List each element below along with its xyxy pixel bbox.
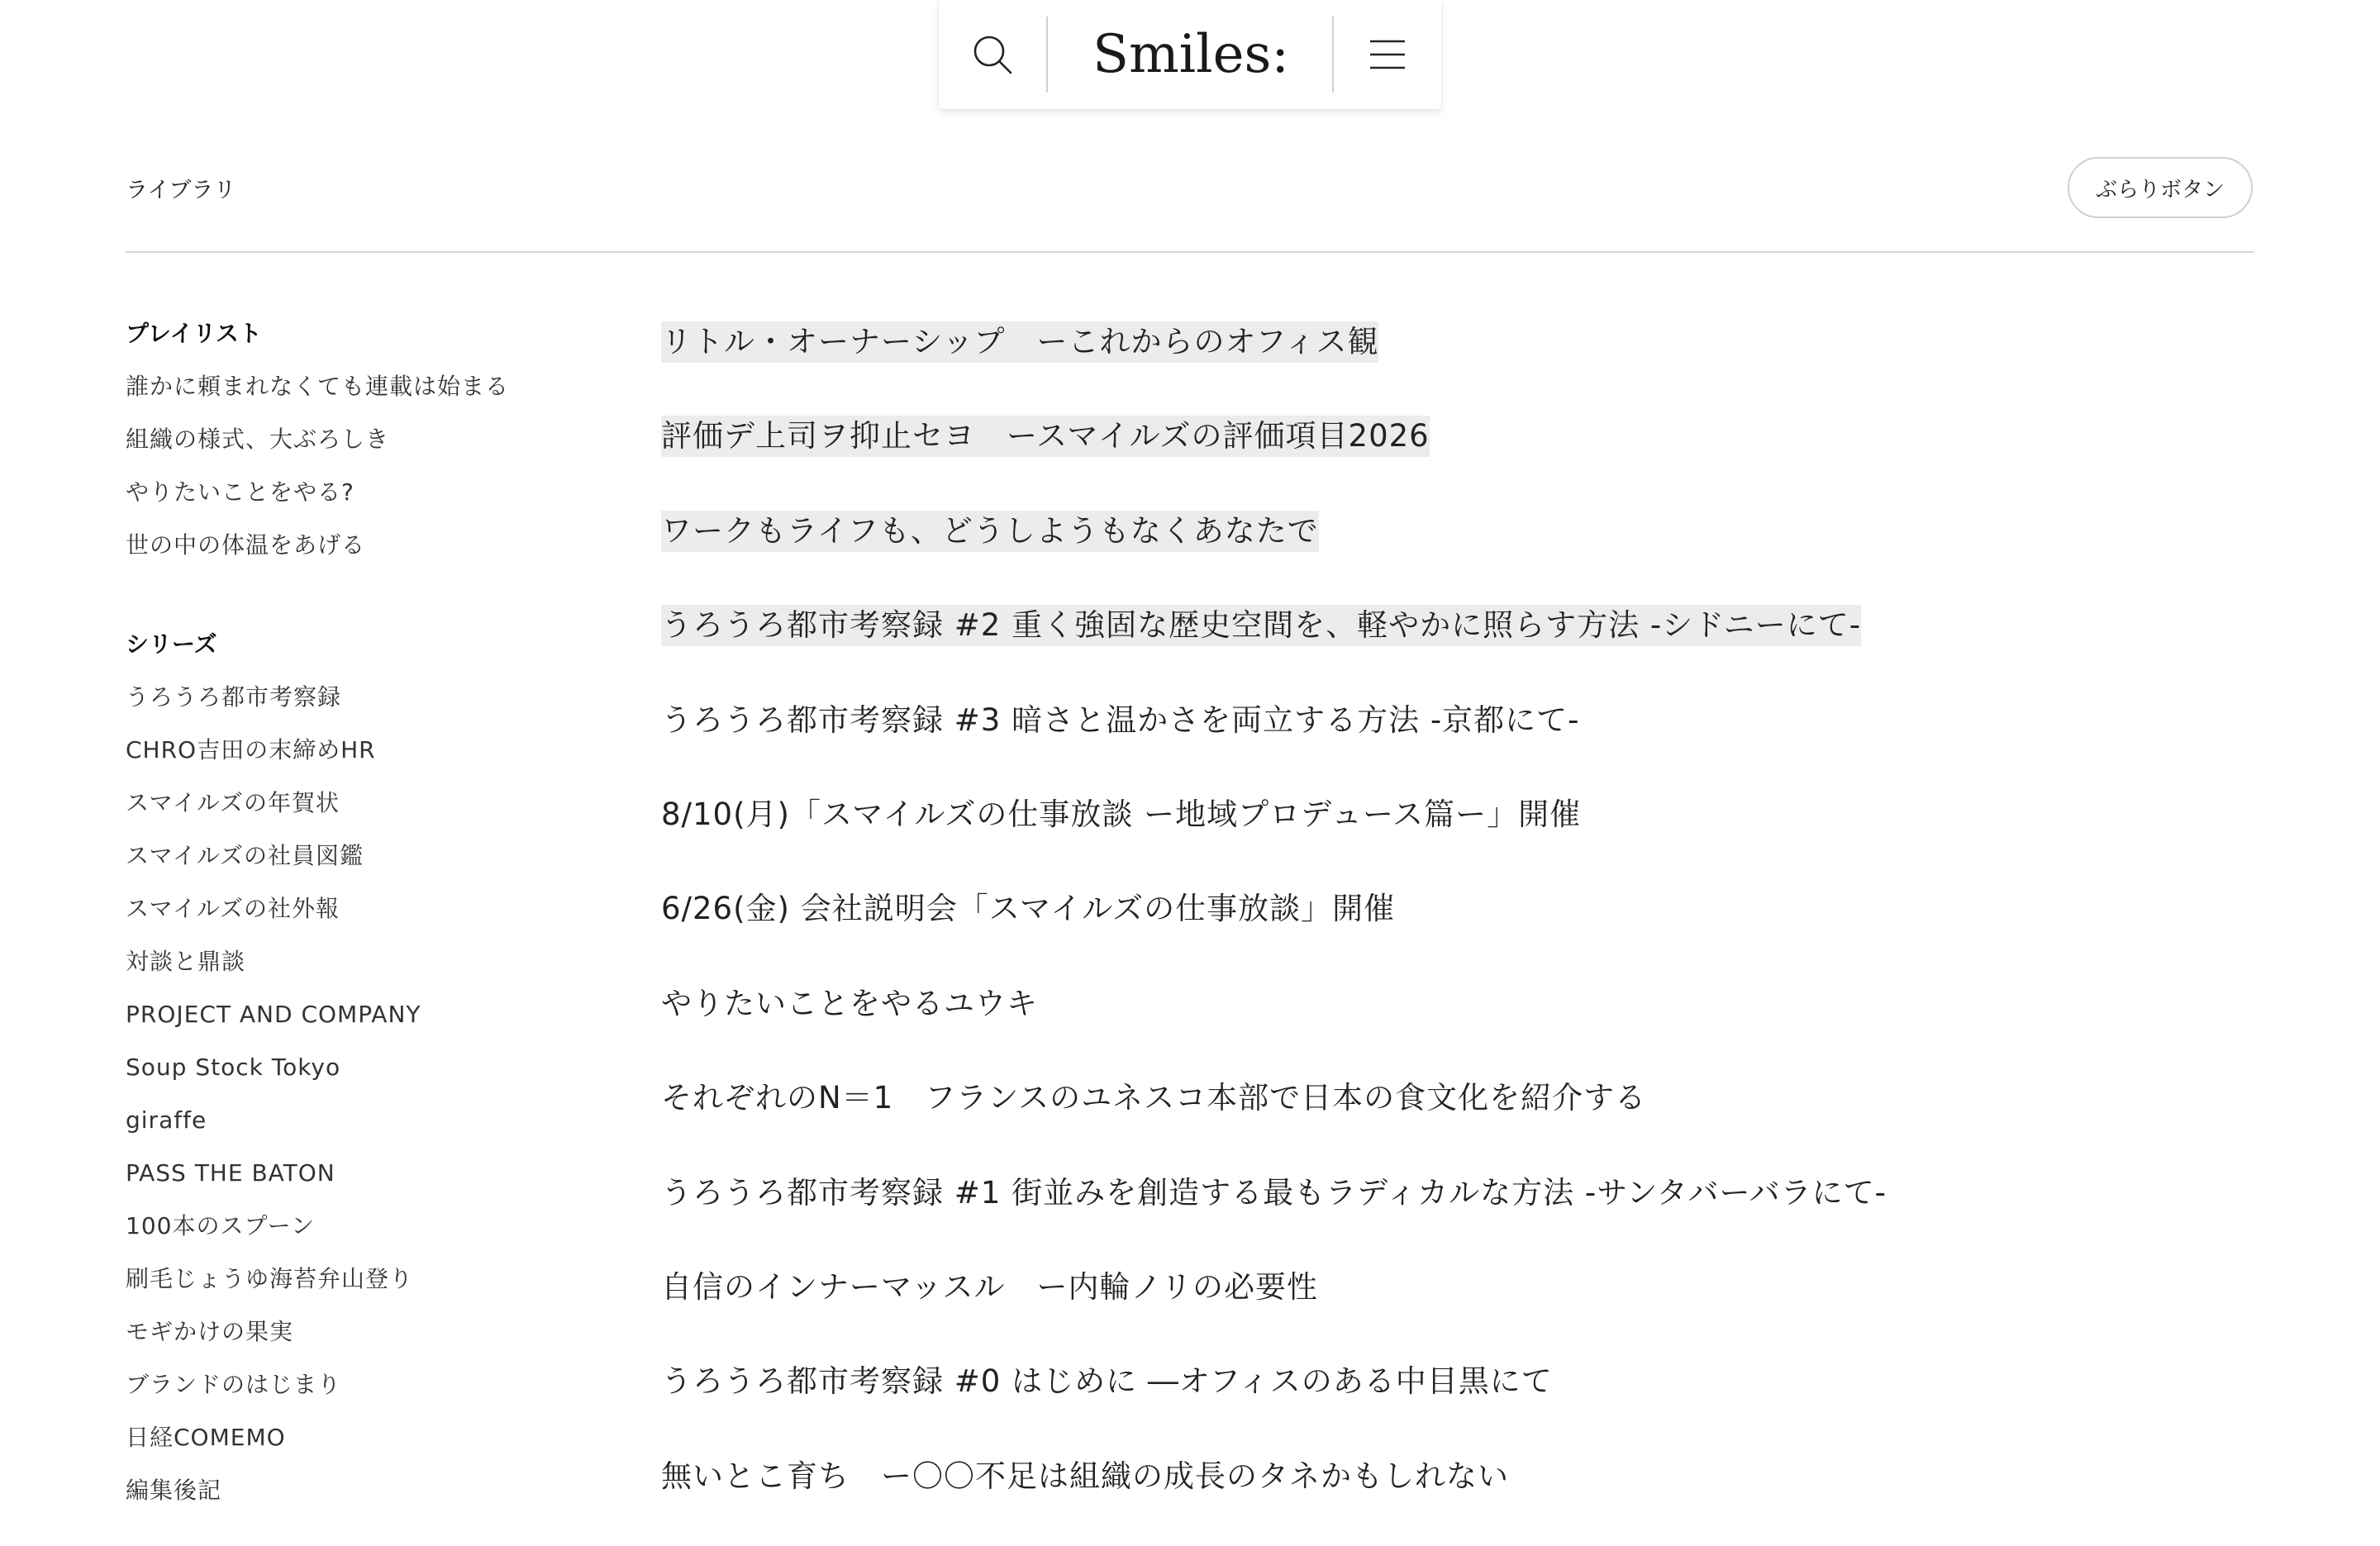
series-item[interactable]: 100本のスプーン: [126, 1212, 316, 1239]
article-link[interactable]: うろうろ都市考察録 #0 はじめに ―オフィスのある中目黒にて: [661, 1363, 1553, 1400]
series-item[interactable]: PASS THE BATON: [126, 1159, 336, 1187]
article-link[interactable]: 無いとこ育ち ー〇〇不足は組織の成長のタネかもしれない: [661, 1458, 1509, 1494]
article-link[interactable]: リトル・オーナーシップ ーこれからのオフィス観: [661, 321, 1378, 363]
series-item[interactable]: Soup Stock Tokyo: [126, 1054, 341, 1081]
article-link[interactable]: 6/26(金) 会社説明会「スマイルズの仕事放談」開催: [661, 891, 1396, 927]
article-link[interactable]: 評価デ上司ヲ抑止セヨ ースマイルズの評価項目2026: [661, 416, 1430, 457]
article-item: [661, 696, 2231, 745]
series-item[interactable]: 日経COMEMO: [126, 1424, 286, 1451]
series-item[interactable]: PROJECT AND COMPANY: [126, 1001, 421, 1028]
site-header: [939, 0, 1441, 109]
series-item[interactable]: スマイルズの年賀状: [126, 789, 340, 816]
article-item: [661, 884, 2231, 934]
article-item: [661, 411, 2231, 461]
article-list: [661, 317, 2231, 1546]
article-link[interactable]: ワークもライフも、どうしようもなくあなたで: [661, 511, 1319, 552]
series-item[interactable]: 刷毛じょうゆ海苔弁山登り: [126, 1265, 414, 1292]
article-link[interactable]: うろうろ都市考察録 #1 街並みを創造する最もラディカルな方法 -サンタバーバラにて-: [661, 1174, 1887, 1211]
article-link[interactable]: うろうろ都市考察録 #2 重く強固な歴史空間を、軽やかに照らす方法 -シドニーにて-: [661, 605, 1861, 646]
series-item[interactable]: 対談と鼎談: [126, 948, 246, 975]
series-item[interactable]: giraffe: [126, 1106, 207, 1134]
series-item[interactable]: うろうろ都市考察録: [126, 683, 342, 711]
search-icon: [971, 33, 1014, 76]
article-item: [661, 1263, 2231, 1312]
menu-button[interactable]: [1334, 0, 1441, 109]
series-item[interactable]: 編集後記: [126, 1477, 222, 1504]
article-item: [661, 601, 2231, 650]
article-link[interactable]: やりたいことをやるユウキ: [661, 985, 1038, 1021]
article-item: [661, 790, 2231, 840]
article-item: [661, 1357, 2231, 1406]
article-item: [661, 317, 2231, 367]
series-item[interactable]: モギかけの果実: [126, 1318, 294, 1345]
series-item[interactable]: CHRO吉田の末締めHR: [126, 736, 376, 763]
series-item[interactable]: ブランドのはじまり: [126, 1371, 342, 1398]
article-item: [661, 1073, 2231, 1123]
playlist-item[interactable]: やりたいことをやる?: [126, 478, 355, 506]
article-item: [661, 507, 2231, 556]
playlist-item[interactable]: 組織の様式、大ぶろしき: [126, 426, 390, 453]
burari-button[interactable]: ぶらりボタン: [2068, 157, 2253, 218]
article-item: [661, 979, 2231, 1029]
series-heading: シリーズ: [126, 630, 217, 658]
article-link[interactable]: それぞれのN＝1 フランスのユネスコ本部で日本の食文化を紹介する: [661, 1080, 1647, 1116]
search-button[interactable]: [939, 0, 1046, 109]
article-link[interactable]: 自信のインナーマッスル ー内輪ノリの必要性: [661, 1268, 1319, 1305]
divider: [126, 251, 2254, 253]
series-item[interactable]: スマイルズの社外報: [126, 895, 340, 922]
article-item: [661, 1452, 2231, 1501]
sidebar: [126, 317, 588, 1527]
article-link[interactable]: 8/10(月)「スマイルズの仕事放談 ー地域プロデュース篇ー」開催: [661, 796, 1582, 832]
site-logo[interactable]: Smiles:: [1092, 24, 1289, 85]
hamburger-menu-icon: [1368, 38, 1407, 71]
article-item: [661, 1168, 2231, 1218]
playlist-heading: プレイリスト: [126, 320, 262, 347]
playlist-item[interactable]: 誰かに頼まれなくても連載は始まる: [126, 373, 510, 400]
article-link[interactable]: うろうろ都市考察録 #3 暗さと温かさを両立する方法 -京都にて-: [661, 702, 1580, 738]
series-item[interactable]: スマイルズの社員図鑑: [126, 842, 364, 869]
library-label: ライブラリ: [126, 178, 236, 203]
playlist-item[interactable]: 世の中の体温をあげる: [126, 531, 366, 559]
